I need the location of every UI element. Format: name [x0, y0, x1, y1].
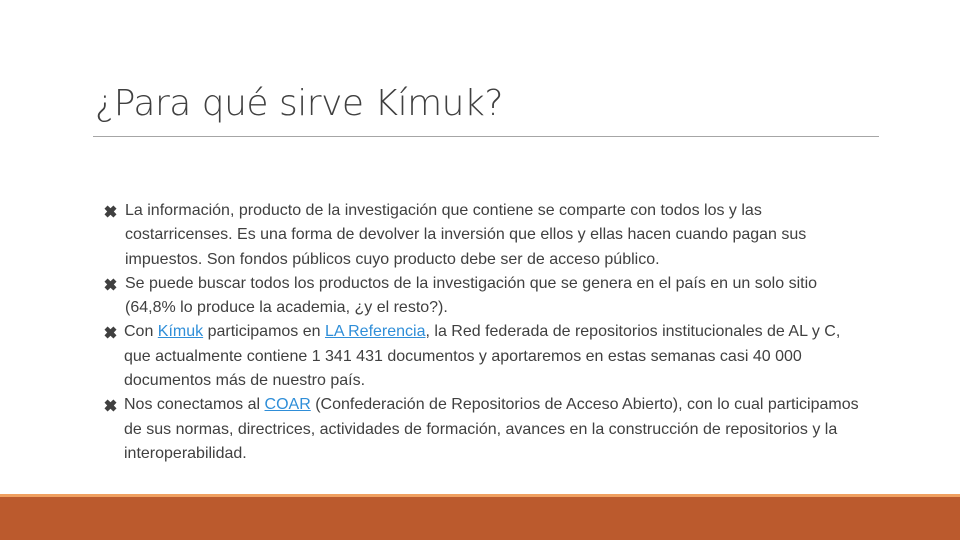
bullet-item-3 [104, 320, 864, 393]
slide-title: ¿Para qué sirve Kímuk? [95, 83, 503, 124]
la-referencia-link[interactable]: LA Referencia [324, 323, 426, 341]
diamond-bullet-icon [104, 320, 118, 344]
bullet-text-part: Con [124, 323, 158, 341]
bullet-text-part: (Confederación de Repositorios de Acceso Abierto), con lo cual participamos de sus normas, directrices, actividades de formación, avances en la construcción de repositorios y la interoperabilidad. [124, 396, 859, 462]
bullet-text-part: Nos conectamos al [124, 396, 265, 414]
diamond-bullet-icon [104, 393, 118, 417]
footer-band [0, 497, 960, 540]
coar-link[interactable]: COAR [264, 396, 311, 414]
bullet-text: La información, producto de la investigación que contiene se comparte con todos los y las costarricenses. Es una forma de devolver la inversión que ellos y ellas hacen cuando pagan sus impuestos. Son fondos públicos cuyo producto debe ser de acceso público. [125, 202, 807, 268]
bullet-item-4 [104, 393, 864, 466]
title-divider [93, 136, 879, 137]
bullet-text-part: participamos en [203, 323, 325, 341]
kimuk-link[interactable]: Kímuk [157, 323, 204, 341]
bullet-item-1 [104, 199, 864, 272]
bullet-list [104, 199, 864, 466]
bullet-text-part: , la Red federada de repositorios institucionales de AL y C, que actualmente contiene 1 341 431 documentos y aportaremos en estas semanas casi 40 000 documentos más de nuestro país. [124, 323, 841, 390]
bullet-text: Se puede buscar todos los productos de la investigación que se genera en el país en un solo sitio (64,8% lo produce la academia, ¿y el resto?). [125, 274, 818, 317]
diamond-bullet-icon [104, 272, 118, 296]
bullet-item-2 [104, 272, 864, 321]
diamond-bullet-icon [104, 199, 118, 223]
